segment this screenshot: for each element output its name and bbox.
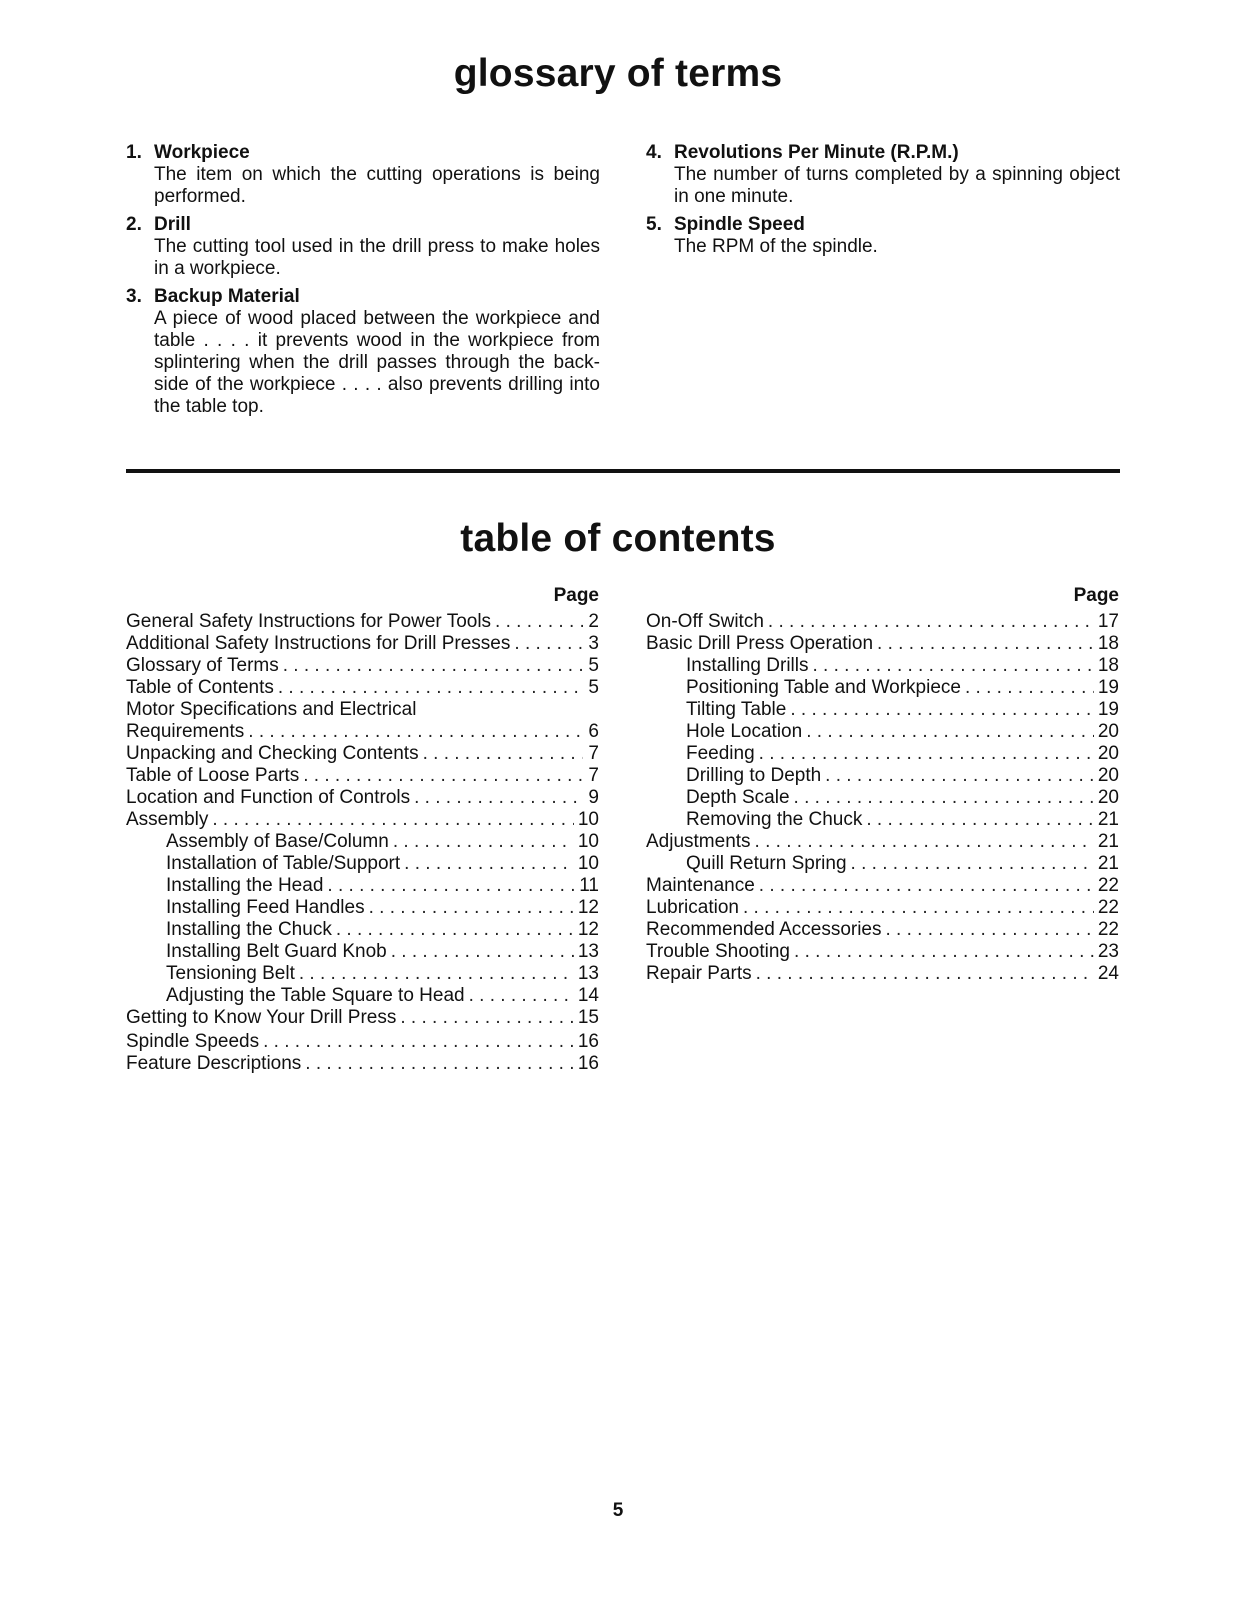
toc-entry-label: Spindle Speeds <box>126 1031 260 1052</box>
toc-entry <box>126 809 599 831</box>
toc-entry-page: 12 <box>577 919 599 940</box>
toc-entry-page: 12 <box>577 897 599 918</box>
toc-entry <box>646 963 1119 985</box>
toc-entry-page: 19 <box>1097 677 1119 698</box>
toc-entry-label: Hole Location <box>686 721 803 742</box>
toc-dot-leader <box>423 743 583 765</box>
toc-subentry <box>646 787 1119 809</box>
toc-subentry <box>126 897 599 919</box>
toc-entry-page: 23 <box>1097 941 1119 962</box>
toc-entry-label: Getting to Know Your Drill Press <box>126 1007 397 1028</box>
toc-dot-leader <box>965 677 1094 699</box>
glossary-term <box>126 286 600 418</box>
toc-entry <box>126 765 599 787</box>
toc-entry-label: Motor Specifications and Electrical <box>126 699 417 720</box>
toc-entry-label: Adjustments <box>646 831 751 852</box>
term-definition: The RPM of the spindle. <box>674 236 878 257</box>
toc-entry-label: Recommended Accessories <box>646 919 882 940</box>
toc-entry <box>126 633 599 655</box>
toc-entry <box>646 611 1119 633</box>
toc-entry <box>126 677 599 699</box>
toc-entry-page: 6 <box>588 721 599 742</box>
toc-entry-label: Drilling to Depth <box>686 765 822 786</box>
toc-subentry <box>646 809 1119 831</box>
toc-subentry <box>646 655 1119 677</box>
toc-entry-page: 7 <box>588 765 599 786</box>
toc-entry <box>646 633 1119 655</box>
toc-entry-label: Quill Return Spring <box>686 853 847 874</box>
toc-entry-label: Additional Safety Instructions for Drill Presses <box>126 633 511 654</box>
toc-dot-leader <box>877 633 1094 655</box>
toc-entry-page: 13 <box>577 963 599 984</box>
section-divider <box>126 469 1120 473</box>
toc-entry-label: Installing Belt Guard Knob <box>166 941 387 962</box>
toc-dot-leader <box>404 853 574 875</box>
toc-entry-page: 9 <box>588 787 599 808</box>
toc-entry-page: 22 <box>1097 875 1119 896</box>
toc-dot-leader <box>369 897 574 919</box>
toc-entry <box>126 787 599 809</box>
toc-dot-leader <box>283 655 583 677</box>
toc-subentry <box>646 743 1119 765</box>
toc-entry-page: 7 <box>588 743 599 764</box>
toc-entry-label: Installing Feed Handles <box>166 897 365 918</box>
toc-dot-leader <box>212 809 574 831</box>
term-number: 2. <box>126 214 142 235</box>
toc-dot-leader <box>414 787 583 809</box>
toc-dot-leader <box>336 919 574 941</box>
toc-page-header: Page <box>553 585 599 606</box>
toc-entry-page: 20 <box>1097 721 1119 742</box>
toc-entry-label: General Safety Instructions for Power Tools <box>126 611 492 632</box>
toc-entry <box>126 655 599 677</box>
glossary-term <box>126 142 600 208</box>
toc-subentry <box>646 721 1119 743</box>
page-number: 5 <box>612 1500 624 1521</box>
toc-dot-leader <box>278 677 583 699</box>
toc-entry <box>646 875 1119 897</box>
toc-entry-label: Table of Contents <box>126 677 274 698</box>
toc-entry-page: 21 <box>1097 853 1119 874</box>
toc-dot-leader <box>743 897 1094 919</box>
toc-title: table of contents <box>460 517 776 560</box>
toc-dot-leader <box>469 985 574 1007</box>
toc-entry <box>126 721 599 743</box>
toc-entry <box>646 941 1119 963</box>
toc-dot-leader <box>886 919 1094 941</box>
toc-entry-page: 5 <box>588 655 599 676</box>
toc-entry-page: 20 <box>1097 787 1119 808</box>
toc-dot-leader <box>263 1031 574 1053</box>
term-number: 3. <box>126 286 142 307</box>
toc-entry-page: 10 <box>577 831 599 852</box>
toc-entry-label: Feeding <box>686 743 755 764</box>
toc-dot-leader <box>794 787 1094 809</box>
toc-entry-label: Positioning Table and Workpiece <box>686 677 961 698</box>
toc-entry-page: 20 <box>1097 743 1119 764</box>
toc-dot-leader <box>806 721 1094 743</box>
term-name: Spindle Speed <box>674 214 805 235</box>
term-number: 1. <box>126 142 142 163</box>
toc-entry-page: 19 <box>1097 699 1119 720</box>
toc-entry-page: 20 <box>1097 765 1119 786</box>
toc-entry-label: Requirements <box>126 721 245 742</box>
toc-dot-leader <box>790 699 1094 721</box>
toc-entry-page: 10 <box>577 853 599 874</box>
toc-entry <box>126 611 599 633</box>
toc-entry-label: Adjusting the Table Square to Head <box>166 985 465 1006</box>
glossary-term <box>646 214 1120 258</box>
toc-entry <box>126 743 599 765</box>
toc-entry-page: 21 <box>1097 809 1119 830</box>
toc-entry-label: Assembly of Base/Column <box>166 831 389 852</box>
toc-entry-label: Installing the Chuck <box>166 919 332 940</box>
toc-entry-label: Lubrication <box>646 897 739 918</box>
toc-column-left <box>126 585 599 1075</box>
toc-entry-page: 21 <box>1097 831 1119 852</box>
toc-dot-leader <box>755 831 1094 853</box>
toc-entry-page: 24 <box>1097 963 1119 984</box>
toc-dot-leader <box>759 743 1094 765</box>
toc-entry-label: Assembly <box>126 809 209 830</box>
toc-dot-leader <box>400 1007 574 1029</box>
toc-entry-label: Location and Function of Controls <box>126 787 411 808</box>
toc-entry-label: Trouble Shooting <box>646 941 791 962</box>
toc-dot-leader <box>759 875 1094 897</box>
toc-entry-label: Installation of Table/Support <box>166 853 401 874</box>
toc-page-header: Page <box>1073 585 1119 606</box>
toc-dot-leader <box>248 721 583 743</box>
toc-subentry <box>646 765 1119 787</box>
toc-dot-leader <box>393 831 574 853</box>
toc-dot-leader <box>495 611 583 633</box>
toc-entry <box>126 1053 599 1075</box>
toc-entry <box>126 1031 599 1053</box>
toc-entry <box>646 919 1119 941</box>
toc-dot-leader <box>514 633 583 655</box>
toc-subentry <box>126 919 599 941</box>
glossary-title: glossary of terms <box>453 52 783 95</box>
toc-entry-page: 22 <box>1097 897 1119 918</box>
toc-dot-leader <box>303 765 583 787</box>
toc-entry-page: 16 <box>577 1031 599 1052</box>
toc-entry-page: 2 <box>588 611 599 632</box>
toc-subentry <box>646 853 1119 875</box>
toc-dot-leader <box>391 941 574 963</box>
toc-entry <box>126 1007 599 1029</box>
toc-entry-label: Basic Drill Press Operation <box>646 633 874 654</box>
toc-entry-page: 10 <box>577 809 599 830</box>
toc-dot-leader <box>851 853 1094 875</box>
toc-dot-leader <box>794 941 1094 963</box>
toc-entry-page: 5 <box>588 677 599 698</box>
term-number: 5. <box>646 214 662 235</box>
toc-entry-page: 14 <box>577 985 599 1006</box>
toc-entry-label: Table of Loose Parts <box>126 765 300 786</box>
term-name: Backup Material <box>154 286 300 307</box>
glossary-column-right <box>646 142 1120 264</box>
toc-dot-leader <box>756 963 1094 985</box>
toc-dot-leader <box>305 1053 574 1075</box>
toc-dot-leader <box>299 963 574 985</box>
toc-entry-label: Removing the Chuck <box>686 809 863 830</box>
toc-entry-page: 3 <box>588 633 599 654</box>
glossary-term <box>126 214 600 280</box>
toc-entry-page: 15 <box>577 1007 599 1028</box>
toc-entry-label: Maintenance <box>646 875 755 896</box>
toc-entry-label: Tensioning Belt <box>166 963 295 984</box>
toc-entry-label: Unpacking and Checking Contents <box>126 743 419 764</box>
toc-subentry <box>126 985 599 1007</box>
toc-entry-label: Glossary of Terms <box>126 655 279 676</box>
term-definition: A piece of wood placed between the workpiece and table . . . . it prevents wood in the workpiece from splintering when the drill passes through the back-side of the workpiece . . . . also prevents drilling into the table top. <box>154 308 600 417</box>
toc-subentry <box>126 853 599 875</box>
toc-dot-leader <box>812 655 1093 677</box>
toc-entry-label: On-Off Switch <box>646 611 764 632</box>
glossary-term <box>646 142 1120 208</box>
toc-entry-label: Installing Drills <box>686 655 809 676</box>
toc-subentry <box>646 677 1119 699</box>
toc-dot-leader <box>866 809 1093 831</box>
term-definition: The cutting tool used in the drill press to make holes in a workpiece. <box>154 236 600 279</box>
toc-dot-leader <box>327 875 575 897</box>
toc-entry-page: 11 <box>579 875 599 896</box>
term-definition: The item on which the cutting operations is being performed. <box>154 164 600 207</box>
toc-dot-leader <box>768 611 1094 633</box>
glossary-column-left <box>126 142 600 424</box>
term-name: Drill <box>154 214 191 235</box>
toc-dot-leader <box>825 765 1094 787</box>
toc-entry-page: 18 <box>1097 633 1119 654</box>
toc-entry-label: Tilting Table <box>686 699 787 720</box>
term-name: Revolutions Per Minute (R.P.M.) <box>674 142 959 163</box>
toc-entry-label: Depth Scale <box>686 787 790 808</box>
term-definition: The number of turns completed by a spinning object in one minute. <box>674 164 1120 207</box>
toc-entry-page: 16 <box>577 1053 599 1074</box>
toc-column-right <box>646 585 1119 985</box>
toc-subentry <box>126 831 599 853</box>
toc-entry-page: 18 <box>1097 655 1119 676</box>
term-name: Workpiece <box>154 142 250 163</box>
term-number: 4. <box>646 142 662 163</box>
toc-entry-page: 17 <box>1097 611 1119 632</box>
toc-entry-page: 13 <box>577 941 599 962</box>
toc-subentry <box>126 875 599 897</box>
toc-subentry <box>646 699 1119 721</box>
toc-subentry <box>126 963 599 985</box>
toc-entry <box>646 897 1119 919</box>
toc-entry-page: 22 <box>1097 919 1119 940</box>
toc-entry <box>126 699 599 721</box>
toc-entry-label: Feature Descriptions <box>126 1053 302 1074</box>
toc-entry-label: Repair Parts <box>646 963 752 984</box>
toc-entry-label: Installing the Head <box>166 875 324 896</box>
toc-entry <box>646 831 1119 853</box>
toc-subentry <box>126 941 599 963</box>
